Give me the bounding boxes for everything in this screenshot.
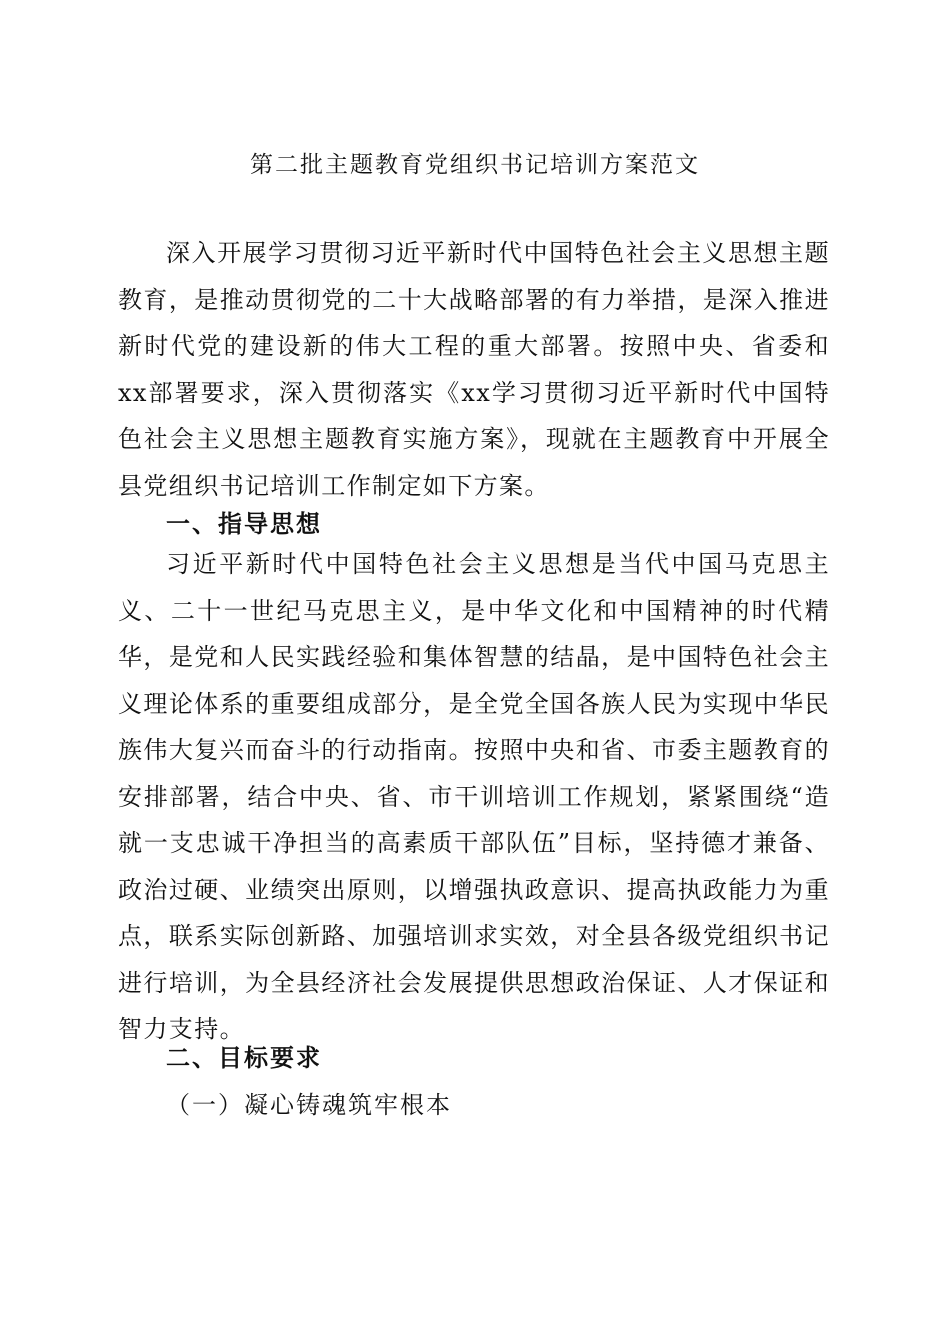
subsection-heading-foundation: （一）凝心铸魂筑牢根本 [166,1091,452,1119]
section-heading-guiding-ideology: 一、指导思想 [166,510,322,538]
intro-paragraph: 深入开展学习贯彻习近平新时代中国特色社会主义思想主题教育，是推动贯彻党的二十大战略部署的有力举措，是深入推进新时代党的建设新的伟大工程的重大部署。按照中央、省委和xx部署要求，深入贯彻落实《xx学习贯彻习近平新时代中国特色社会主义思想主题教育实施方案》，现就在主题教育中开展全县党组织书记培训工作制定如下方案。 [118,239,830,500]
section-heading-goals: 二、目标要求 [166,1044,322,1072]
document-title: 第二批主题教育党组织书记培训方案范文 [250,152,700,178]
guiding-ideology-paragraph: 习近平新时代中国特色社会主义思想是当代中国马克思主义、二十一世纪马克思主义，是中华文化和中国精神的时代精华，是党和人民实践经验和集体智慧的结晶，是中国特色社会主义理论体系的重要组成部分，是全党全国各族人民为实现中华民族伟大复兴而奋斗的行动指南。按照中央和省、市委主题教育的安排部署，结合中央、省、市干训培训工作规划，紧紧围绕“造就一支忠诚干净担当的高素质干部队伍”目标，坚持德才兼备、政治过硬、业绩突出原则，以增强执政意识、提高执政能力为重点，联系实际创新路、加强培训求实效，对全县各级党组织书记进行培训，为全县经济社会发展提供思想政治保证、人才保证和智力支持。 [118,550,830,1043]
